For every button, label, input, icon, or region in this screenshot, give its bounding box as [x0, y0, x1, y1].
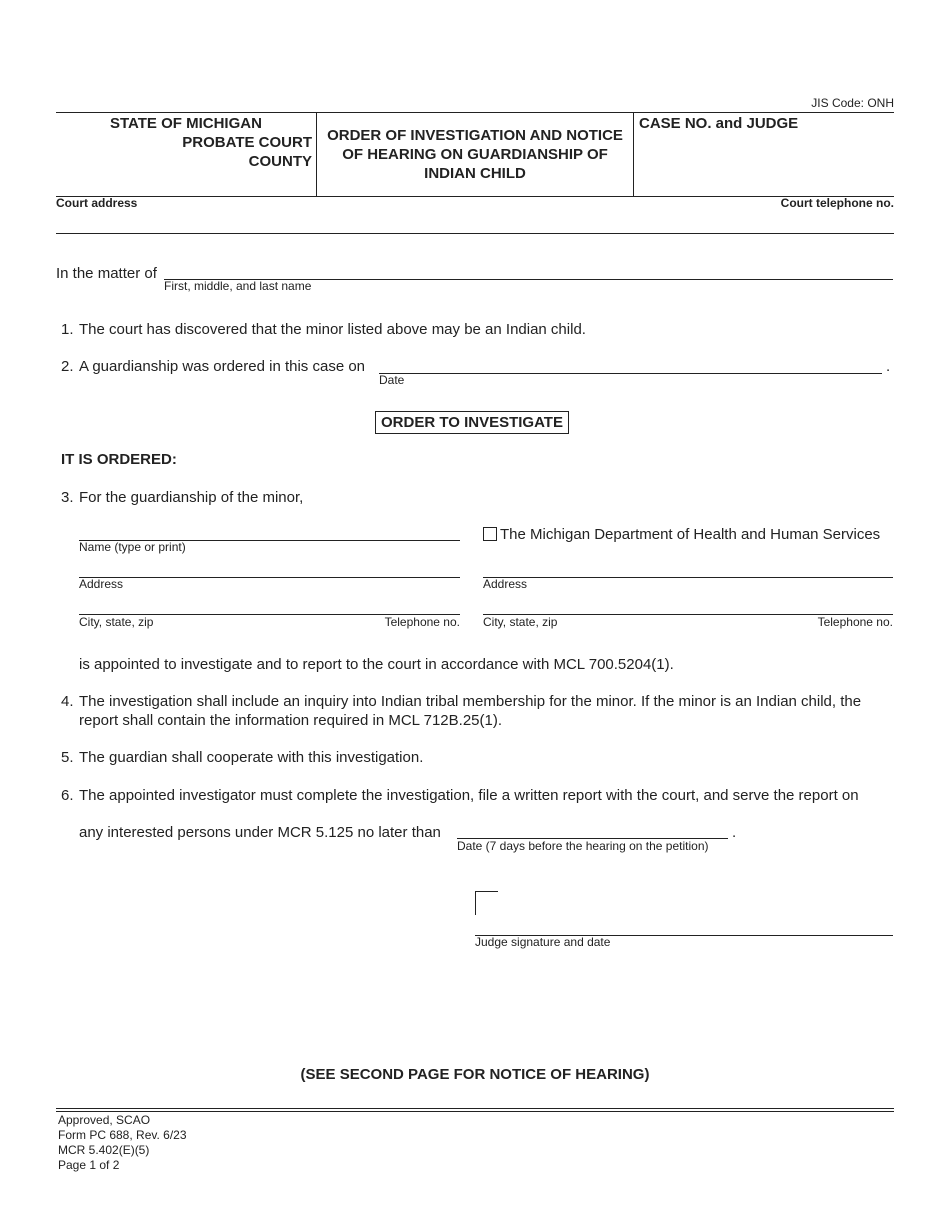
item6-period: .: [732, 824, 737, 841]
footer-page-number: Page 1 of 2: [58, 1158, 120, 1172]
second-page-notice: (SEE SECOND PAGE FOR NOTICE OF HEARING): [300, 1066, 650, 1083]
footer-approved: Approved, SCAO: [58, 1113, 151, 1127]
court-identity: [60, 114, 312, 171]
header-bottom-rule: [56, 196, 894, 197]
item6-number: 6.: [61, 787, 74, 804]
court-address-rule: [56, 233, 894, 234]
item3-text: For the guardianship of the minor,: [79, 489, 304, 506]
seal-corner-mark: [475, 891, 498, 915]
mdhhs-address-caption: Address: [483, 577, 528, 591]
guardianship-date-field[interactable]: [379, 373, 882, 374]
report-deadline-caption: Date (7 days before the hearing on the petition): [457, 839, 709, 853]
footer-info: [58, 1113, 187, 1173]
footer-rule-top: [56, 1108, 894, 1109]
it-is-ordered-label: IT IS ORDERED:: [61, 451, 177, 468]
appointed-text: is appointed to investigate and to report to the court in accordance with MCL 700.5204(1).: [79, 656, 674, 673]
mdhhs-address-field[interactable]: [483, 577, 893, 578]
investigator-phone-caption: Telephone no.: [384, 615, 460, 629]
form-title: [317, 126, 633, 183]
investigator-address-caption: Address: [79, 577, 124, 591]
item2-number: 2.: [61, 358, 74, 375]
mdhhs-checkbox[interactable]: [483, 527, 497, 541]
item6-text-line2: any interested persons under MCR 5.125 no later than: [79, 824, 441, 841]
mdhhs-phone-caption: Telephone no.: [817, 615, 893, 629]
item4-text-line1: The investigation shall include an inquiry into Indian tribal membership for the minor. If the minor is an Indian child, the: [79, 693, 862, 710]
mdhhs-city-caption: City, state, zip: [483, 615, 558, 629]
judge-signature-caption: Judge signature and date: [475, 935, 611, 949]
item1-number: 1.: [61, 321, 74, 338]
order-to-investigate-heading: ORDER TO INVESTIGATE: [375, 411, 569, 434]
header-divider-right: [633, 112, 634, 196]
form-title-line1: ORDER OF INVESTIGATION AND NOTICE: [327, 127, 623, 144]
form-title-line3: INDIAN CHILD: [424, 165, 526, 182]
item2-period: .: [886, 358, 891, 375]
item6-text-line1: The appointed investigator must complete the investigation, file a written report with the court, and serve the report on: [79, 787, 859, 804]
matter-label: In the matter of: [56, 265, 157, 282]
item3-number: 3.: [61, 489, 74, 506]
jis-code: JIS Code: ONH: [811, 96, 894, 110]
footer-rule-bottom: [56, 1111, 894, 1112]
item2-text: A guardianship was ordered in this case on: [79, 358, 366, 375]
investigator-address-field[interactable]: [79, 577, 460, 578]
item5-number: 5.: [61, 749, 74, 766]
case-no-label: CASE NO. and JUDGE: [639, 115, 799, 132]
state-label: STATE OF MICHIGAN: [110, 115, 262, 132]
mdhhs-label: The Michigan Department of Health and Human Services: [500, 526, 881, 543]
footer-court-rule: MCR 5.402(E)(5): [58, 1143, 150, 1157]
county-label: COUNTY: [248, 153, 312, 170]
matter-name-caption: First, middle, and last name: [164, 279, 312, 293]
investigator-city-caption: City, state, zip: [79, 615, 154, 629]
investigator-name-caption: Name (type or print): [79, 540, 186, 554]
item1-text: The court has discovered that the minor listed above may be an Indian child.: [79, 321, 586, 338]
court-phone-label: Court telephone no.: [780, 196, 894, 210]
probate-court-label: PROBATE COURT: [182, 134, 312, 151]
item2-date-caption: Date: [379, 373, 405, 387]
header-top-rule: [56, 112, 894, 113]
item4-text-line2: report shall contain the information required in MCL 712B.25(1).: [79, 712, 503, 729]
item5-text: The guardian shall cooperate with this investigation.: [79, 749, 424, 766]
form-title-line2: OF HEARING ON GUARDIANSHIP OF: [342, 146, 608, 163]
court-address-label: Court address: [56, 196, 138, 210]
item4-number: 4.: [61, 693, 74, 710]
footer-form-number: Form PC 688, Rev. 6/23: [58, 1128, 187, 1142]
